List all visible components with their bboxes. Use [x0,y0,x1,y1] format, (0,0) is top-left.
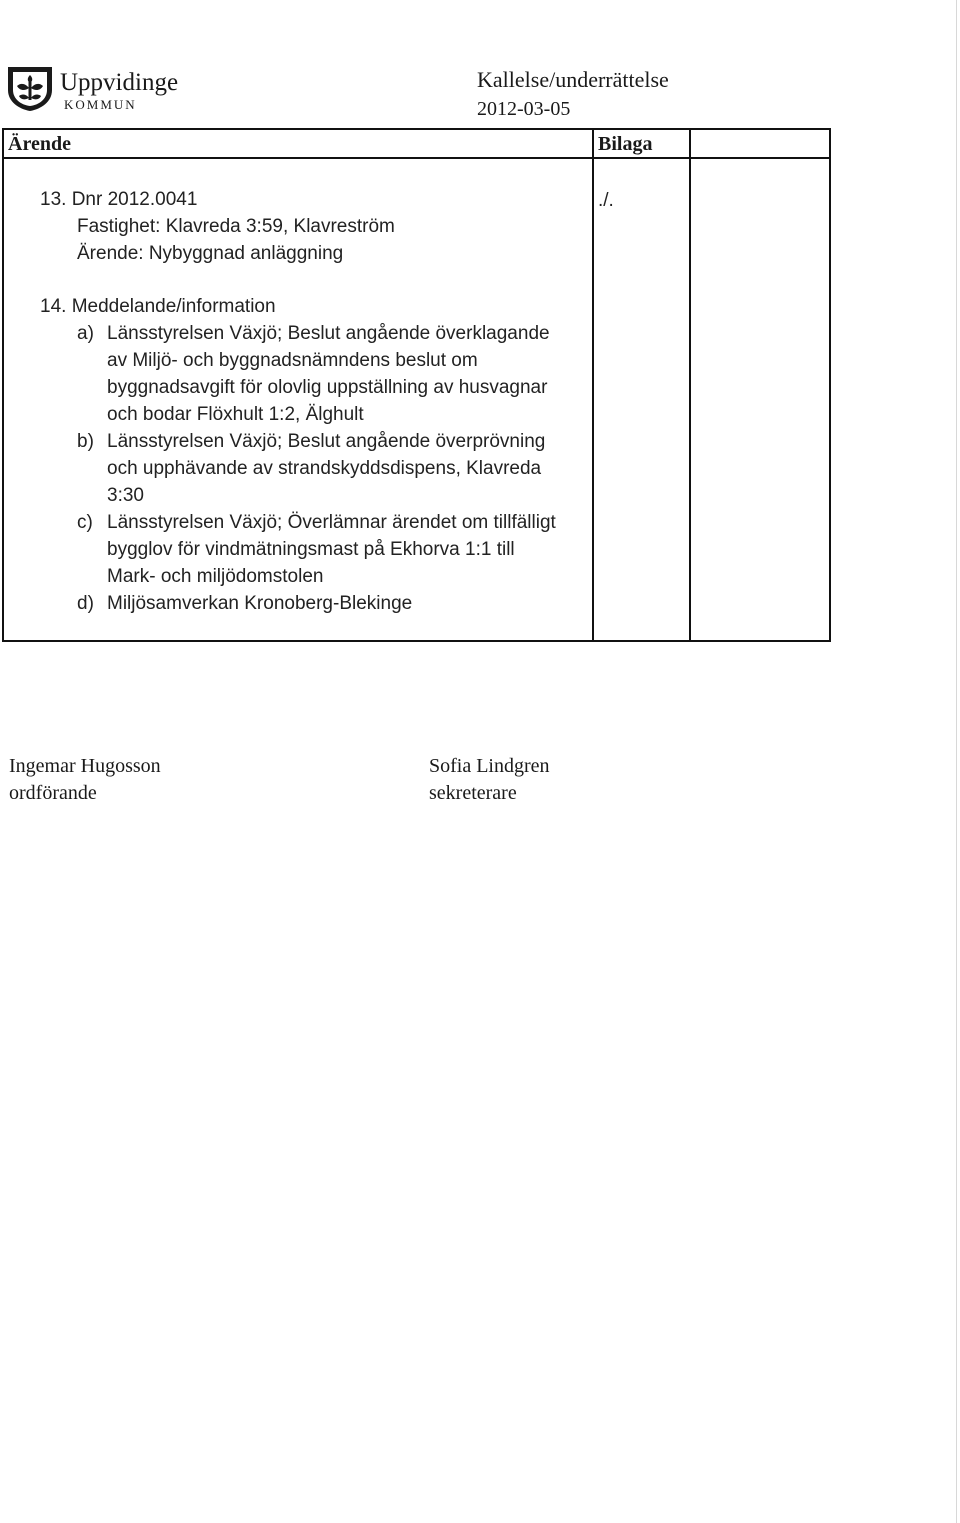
item-14c-line: Mark- och miljödomstolen [107,566,324,587]
item-13-matter: Ärende: Nybyggnad anläggning [77,243,344,264]
item-14d-line: Miljösamverkan Kronoberg-Blekinge [107,593,413,614]
document-date: 2012-03-05 [477,98,571,120]
item-13-heading: 13. Dnr 2012.0041 [40,189,198,210]
scan-edge-line [956,0,957,1523]
item-14c-line: Länsstyrelsen Växjö; Överlämnar ärendet om tillfälligt [107,512,556,533]
item-14c-line: bygglov för vindmätningsmast på Ekhorva 1:1 till [107,539,515,560]
signature-left-role: ordförande [9,782,97,804]
coat-of-arms-icon [5,64,55,112]
column-divider-extra [689,128,691,642]
item-14b-marker: b) [77,431,94,452]
item-14b-line: 3:30 [107,485,144,506]
signature-left-name: Ingemar Hugosson [9,755,161,777]
item-13-attachment-mark: ./. [598,190,614,211]
signature-right-role: sekreterare [429,782,517,804]
column-header-arende: Ärende [8,133,71,155]
item-14b-line: och upphävande av strandskyddsdispens, Klavreda [107,458,542,479]
item-14-heading: 14. Meddelande/information [40,296,276,317]
org-name: Uppvidinge [60,69,179,96]
item-13-property: Fastighet: Klavreda 3:59, Klavreström [77,216,395,237]
signature-right-name: Sofia Lindgren [429,755,550,777]
item-14c-marker: c) [77,512,93,533]
item-14a-line: och bodar Flöxhult 1:2, Älghult [107,404,364,425]
item-14a-marker: a) [77,323,94,344]
item-14a-line: byggnadsavgift för olovlig uppställning av husvagnar [107,377,548,398]
column-divider-bilaga [592,128,594,642]
item-14d-marker: d) [77,593,94,614]
item-14a-line: Länsstyrelsen Växjö; Beslut angående överklagande [107,323,550,344]
document-type: Kallelse/underrättelse [477,67,669,92]
table-header-divider [2,157,831,159]
item-14b-line: Länsstyrelsen Växjö; Beslut angående överprövning [107,431,546,452]
item-14a-line: av Miljö- och byggnadsnämndens beslut om [107,350,478,371]
org-subtitle: KOMMUN [64,97,137,112]
column-header-bilaga: Bilaga [598,133,653,155]
